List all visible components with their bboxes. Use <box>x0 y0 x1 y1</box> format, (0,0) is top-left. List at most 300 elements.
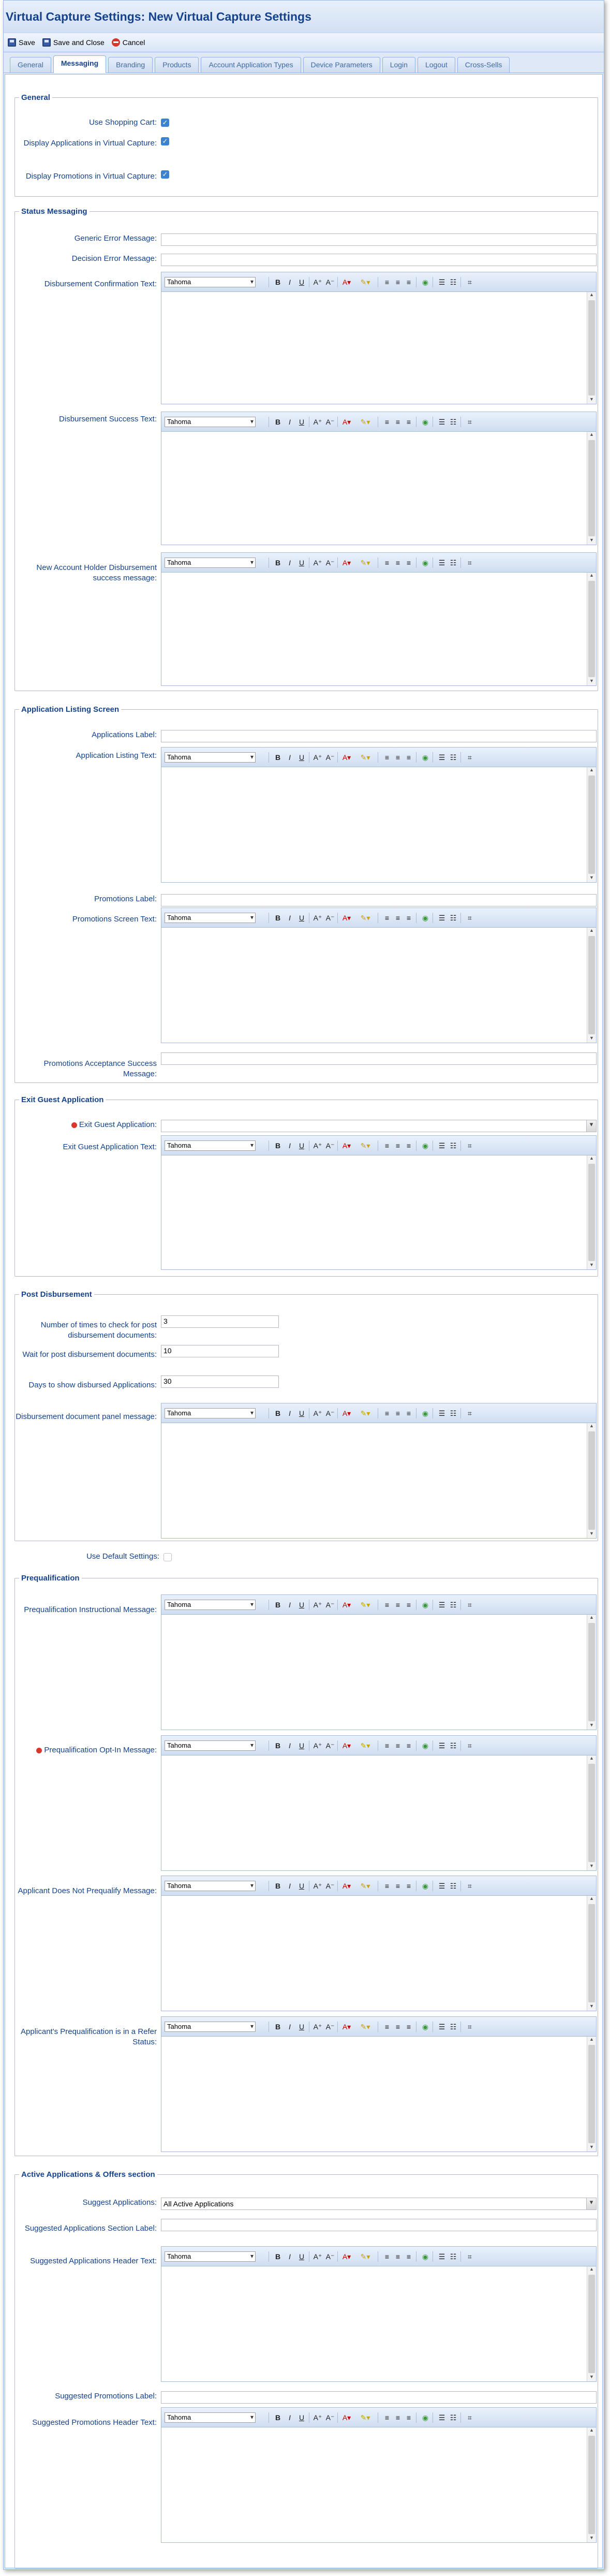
underline-icon[interactable]: U <box>299 2413 305 2422</box>
bold-icon[interactable]: B <box>275 2023 281 2031</box>
highlight-icon[interactable]: ✎▾ <box>360 418 370 426</box>
align-right-icon[interactable]: ≡ <box>406 753 411 762</box>
link-icon[interactable]: ◉ <box>422 914 429 922</box>
scroll-down-icon[interactable]: ▼ <box>589 1035 594 1041</box>
grow-font-icon[interactable]: A⁺ <box>313 2252 322 2261</box>
italic-icon[interactable]: I <box>289 753 291 762</box>
link-icon[interactable]: ◉ <box>422 2252 429 2261</box>
scroll-up-icon[interactable]: ▲ <box>589 1755 594 1761</box>
num-times-input[interactable]: 3 <box>161 1315 279 1328</box>
not-prequalify-editor[interactable] <box>161 1876 597 2011</box>
align-center-icon[interactable]: ≡ <box>395 1409 400 1417</box>
ordered-list-icon[interactable]: ☰ <box>438 2252 445 2261</box>
use-default-settings-checkbox[interactable] <box>163 1553 172 1561</box>
disbursement-success-editor[interactable] <box>161 412 597 545</box>
scroll-up-icon[interactable]: ▲ <box>589 1423 594 1428</box>
promotions-acceptance-input[interactable] <box>161 1052 597 1065</box>
shrink-font-icon[interactable]: A⁻ <box>325 559 335 567</box>
align-center-icon[interactable]: ≡ <box>395 1882 400 1890</box>
prequal-instructional-editor-content[interactable] <box>161 1615 596 1730</box>
editor-scrollbar[interactable] <box>587 2427 596 2542</box>
grow-font-icon[interactable]: A⁺ <box>313 1141 322 1150</box>
font-color-icon[interactable]: A▾ <box>342 1882 351 1890</box>
underline-icon[interactable]: U <box>299 1601 305 1609</box>
source-edit-icon[interactable]: ⌗ <box>468 1409 472 1417</box>
align-right-icon[interactable]: ≡ <box>406 1882 411 1890</box>
underline-icon[interactable]: U <box>299 753 305 762</box>
promotions-screen-editor-content[interactable] <box>161 928 596 1043</box>
italic-icon[interactable]: I <box>289 914 291 922</box>
align-right-icon[interactable]: ≡ <box>406 1741 411 1750</box>
align-left-icon[interactable]: ≡ <box>384 2252 390 2261</box>
link-icon[interactable]: ◉ <box>422 753 429 762</box>
italic-icon[interactable]: I <box>289 1601 291 1609</box>
shrink-font-icon[interactable]: A⁻ <box>325 2413 335 2422</box>
unordered-list-icon[interactable]: ☷ <box>450 1409 457 1417</box>
disbursement-success-editor-content[interactable] <box>161 432 596 545</box>
grow-font-icon[interactable]: A⁺ <box>313 1882 322 1890</box>
font-color-icon[interactable]: A▾ <box>342 914 351 922</box>
scroll-down-icon[interactable]: ▼ <box>589 875 594 880</box>
unordered-list-icon[interactable]: ☷ <box>450 559 457 567</box>
ordered-list-icon[interactable]: ☰ <box>438 753 445 762</box>
scroll-down-icon[interactable]: ▼ <box>589 2003 594 2009</box>
align-left-icon[interactable]: ≡ <box>384 2023 390 2031</box>
editor-scrollbar[interactable] <box>587 432 596 545</box>
source-edit-icon[interactable]: ⌗ <box>468 559 472 567</box>
scroll-thumb[interactable] <box>588 2275 595 2373</box>
decision-error-input[interactable] <box>161 254 597 266</box>
highlight-icon[interactable]: ✎▾ <box>360 1601 370 1609</box>
tab-login[interactable]: Login <box>382 57 415 72</box>
italic-icon[interactable]: I <box>289 278 291 286</box>
tab-messaging[interactable]: Messaging <box>53 55 106 73</box>
link-icon[interactable]: ◉ <box>422 1141 429 1150</box>
ordered-list-icon[interactable]: ☰ <box>438 1141 445 1150</box>
editor-scrollbar[interactable] <box>587 2266 596 2381</box>
align-right-icon[interactable]: ≡ <box>406 914 411 922</box>
font-select[interactable]: Tahoma ▾ <box>165 2022 256 2032</box>
align-center-icon[interactable]: ≡ <box>395 2023 400 2031</box>
grow-font-icon[interactable]: A⁺ <box>313 1601 322 1609</box>
grow-font-icon[interactable]: A⁺ <box>313 753 322 762</box>
source-edit-icon[interactable]: ⌗ <box>468 278 472 286</box>
tab-logout[interactable]: Logout <box>418 57 455 72</box>
align-center-icon[interactable]: ≡ <box>395 1601 400 1609</box>
align-center-icon[interactable]: ≡ <box>395 753 400 762</box>
editor-scrollbar[interactable] <box>587 292 596 404</box>
source-edit-icon[interactable]: ⌗ <box>468 1141 472 1150</box>
unordered-list-icon[interactable]: ☷ <box>450 2252 457 2261</box>
source-edit-icon[interactable]: ⌗ <box>468 418 472 426</box>
panel-message-editor-content[interactable] <box>161 1423 596 1538</box>
suggested-apps-header-editor[interactable] <box>161 2246 597 2382</box>
suggested-apps-section-input[interactable] <box>161 2219 597 2231</box>
align-left-icon[interactable]: ≡ <box>384 1601 390 1609</box>
underline-icon[interactable]: U <box>299 559 305 567</box>
grow-font-icon[interactable]: A⁺ <box>313 278 322 286</box>
font-select[interactable]: Tahoma ▾ <box>165 417 256 427</box>
bold-icon[interactable]: B <box>275 1141 281 1150</box>
ordered-list-icon[interactable]: ☰ <box>438 1882 445 1890</box>
align-left-icon[interactable]: ≡ <box>384 1141 390 1150</box>
align-right-icon[interactable]: ≡ <box>406 559 411 567</box>
scroll-thumb[interactable] <box>588 1431 595 1530</box>
scroll-up-icon[interactable]: ▲ <box>589 292 594 297</box>
bold-icon[interactable]: B <box>275 2252 281 2261</box>
highlight-icon[interactable]: ✎▾ <box>360 2413 370 2422</box>
source-edit-icon[interactable]: ⌗ <box>468 1882 472 1890</box>
scroll-thumb[interactable] <box>588 300 595 396</box>
tab-general[interactable]: General <box>10 57 51 72</box>
highlight-icon[interactable]: ✎▾ <box>360 559 370 567</box>
align-center-icon[interactable]: ≡ <box>395 1741 400 1750</box>
align-left-icon[interactable]: ≡ <box>384 1741 390 1750</box>
bold-icon[interactable]: B <box>275 1741 281 1750</box>
tab-cross-sells[interactable]: Cross-Sells <box>457 57 510 72</box>
scroll-down-icon[interactable]: ▼ <box>589 1531 594 1536</box>
suggested-promos-label-input[interactable] <box>161 2391 597 2404</box>
refer-status-editor-content[interactable] <box>161 2037 596 2151</box>
source-edit-icon[interactable]: ⌗ <box>468 1741 472 1750</box>
editor-scrollbar[interactable] <box>587 1423 596 1538</box>
unordered-list-icon[interactable]: ☷ <box>450 914 457 922</box>
link-icon[interactable]: ◉ <box>422 418 429 426</box>
shrink-font-icon[interactable]: A⁻ <box>325 914 335 922</box>
scroll-up-icon[interactable]: ▲ <box>589 573 594 578</box>
scroll-up-icon[interactable]: ▲ <box>589 1615 594 1620</box>
highlight-icon[interactable]: ✎▾ <box>360 278 370 286</box>
scroll-thumb[interactable] <box>588 2045 595 2143</box>
editor-scrollbar[interactable] <box>587 2037 596 2151</box>
align-left-icon[interactable]: ≡ <box>384 418 390 426</box>
display-applications-checkbox[interactable]: ✓ <box>161 137 169 145</box>
ordered-list-icon[interactable]: ☰ <box>438 559 445 567</box>
source-edit-icon[interactable]: ⌗ <box>468 914 472 922</box>
underline-icon[interactable]: U <box>299 1741 305 1750</box>
align-left-icon[interactable]: ≡ <box>384 278 390 286</box>
highlight-icon[interactable]: ✎▾ <box>360 1141 370 1150</box>
font-select[interactable]: Tahoma ▾ <box>165 752 256 763</box>
scroll-up-icon[interactable]: ▲ <box>589 2427 594 2433</box>
application-listing-editor[interactable] <box>161 747 597 883</box>
bold-icon[interactable]: B <box>275 1409 281 1417</box>
font-color-icon[interactable]: A▾ <box>342 2413 351 2422</box>
align-right-icon[interactable]: ≡ <box>406 2252 411 2261</box>
link-icon[interactable]: ◉ <box>422 559 429 567</box>
highlight-icon[interactable]: ✎▾ <box>360 1741 370 1750</box>
align-left-icon[interactable]: ≡ <box>384 559 390 567</box>
scroll-down-icon[interactable]: ▼ <box>589 1722 594 1728</box>
source-edit-icon[interactable]: ⌗ <box>468 1601 472 1609</box>
font-color-icon[interactable]: A▾ <box>342 1741 351 1750</box>
underline-icon[interactable]: U <box>299 2023 305 2031</box>
bold-icon[interactable]: B <box>275 559 281 567</box>
link-icon[interactable]: ◉ <box>422 1882 429 1890</box>
ordered-list-icon[interactable]: ☰ <box>438 1601 445 1609</box>
shrink-font-icon[interactable]: A⁻ <box>325 1601 335 1609</box>
font-select[interactable]: Tahoma ▾ <box>165 1600 256 1610</box>
promotions-screen-editor[interactable] <box>161 908 597 1043</box>
scroll-thumb[interactable] <box>588 1904 595 2002</box>
unordered-list-icon[interactable]: ☷ <box>450 753 457 762</box>
font-color-icon[interactable]: A▾ <box>342 559 351 567</box>
suggested-apps-header-editor-content[interactable] <box>161 2266 596 2381</box>
italic-icon[interactable]: I <box>289 2252 291 2261</box>
promotions-label-input[interactable] <box>161 894 597 906</box>
align-right-icon[interactable]: ≡ <box>406 1141 411 1150</box>
display-promotions-checkbox[interactable]: ✓ <box>161 170 169 179</box>
suggested-promos-header-editor-content[interactable] <box>161 2427 596 2542</box>
bold-icon[interactable]: B <box>275 418 281 426</box>
unordered-list-icon[interactable]: ☷ <box>450 278 457 286</box>
scroll-thumb[interactable] <box>588 440 595 536</box>
tab-account-application-types[interactable]: Account Application Types <box>201 57 301 72</box>
shrink-font-icon[interactable]: A⁻ <box>325 2252 335 2261</box>
align-center-icon[interactable]: ≡ <box>395 278 400 286</box>
align-left-icon[interactable]: ≡ <box>384 1409 390 1417</box>
grow-font-icon[interactable]: A⁺ <box>313 1409 322 1417</box>
suggested-promos-header-editor[interactable] <box>161 2407 597 2543</box>
days-show-input[interactable]: 30 <box>161 1375 279 1388</box>
font-select[interactable]: Tahoma ▾ <box>165 1140 256 1151</box>
align-center-icon[interactable]: ≡ <box>395 914 400 922</box>
scroll-down-icon[interactable]: ▼ <box>589 1863 594 1868</box>
highlight-icon[interactable]: ✎▾ <box>360 2023 370 2031</box>
unordered-list-icon[interactable]: ☷ <box>450 2023 457 2031</box>
align-right-icon[interactable]: ≡ <box>406 418 411 426</box>
scroll-up-icon[interactable]: ▲ <box>589 432 594 437</box>
ordered-list-icon[interactable]: ☰ <box>438 1409 445 1417</box>
tab-products[interactable]: Products <box>155 57 199 72</box>
unordered-list-icon[interactable]: ☷ <box>450 1141 457 1150</box>
cancel-button[interactable] <box>112 38 145 47</box>
shrink-font-icon[interactable]: A⁻ <box>325 278 335 286</box>
grow-font-icon[interactable]: A⁺ <box>313 2413 322 2422</box>
font-select[interactable]: Tahoma ▾ <box>165 1408 256 1418</box>
source-edit-icon[interactable]: ⌗ <box>468 2252 472 2261</box>
editor-scrollbar[interactable] <box>587 1755 596 1870</box>
scroll-down-icon[interactable]: ▼ <box>589 2144 594 2149</box>
scroll-thumb[interactable] <box>588 775 595 874</box>
scroll-thumb[interactable] <box>588 936 595 1034</box>
save-button[interactable] <box>8 38 35 47</box>
underline-icon[interactable]: U <box>299 2252 305 2261</box>
font-select[interactable]: Tahoma ▾ <box>165 1881 256 1891</box>
bold-icon[interactable]: B <box>275 278 281 286</box>
align-left-icon[interactable]: ≡ <box>384 914 390 922</box>
scroll-down-icon[interactable]: ▼ <box>589 2374 594 2379</box>
tab-device-parameters[interactable]: Device Parameters <box>303 57 380 72</box>
grow-font-icon[interactable]: A⁺ <box>313 418 322 426</box>
align-right-icon[interactable]: ≡ <box>406 2023 411 2031</box>
align-right-icon[interactable]: ≡ <box>406 1409 411 1417</box>
refer-status-editor[interactable] <box>161 2016 597 2152</box>
disbursement-confirmation-editor[interactable] <box>161 272 597 404</box>
link-icon[interactable]: ◉ <box>422 278 429 286</box>
wait-post-input[interactable]: 10 <box>161 1345 279 1357</box>
font-select[interactable]: Tahoma ▾ <box>165 558 256 568</box>
scroll-thumb[interactable] <box>588 1623 595 1721</box>
scroll-thumb[interactable] <box>588 1764 595 1862</box>
editor-scrollbar[interactable] <box>587 1155 596 1269</box>
font-color-icon[interactable]: A▾ <box>342 418 351 426</box>
editor-scrollbar[interactable] <box>587 767 596 882</box>
font-color-icon[interactable]: A▾ <box>342 1409 351 1417</box>
align-left-icon[interactable]: ≡ <box>384 753 390 762</box>
grow-font-icon[interactable]: A⁺ <box>313 559 322 567</box>
bold-icon[interactable]: B <box>275 914 281 922</box>
not-prequalify-editor-content[interactable] <box>161 1896 596 2011</box>
shrink-font-icon[interactable]: A⁻ <box>325 1409 335 1417</box>
new-account-holder-editor-content[interactable] <box>161 573 596 685</box>
link-icon[interactable]: ◉ <box>422 2413 429 2422</box>
align-right-icon[interactable]: ≡ <box>406 2413 411 2422</box>
align-left-icon[interactable]: ≡ <box>384 2413 390 2422</box>
prequal-opt-in-editor-content[interactable] <box>161 1755 596 1870</box>
highlight-icon[interactable]: ✎▾ <box>360 753 370 762</box>
font-color-icon[interactable]: A▾ <box>342 278 351 286</box>
exit-guest-application-combo[interactable] <box>161 1120 597 1132</box>
ordered-list-icon[interactable]: ☰ <box>438 2413 445 2422</box>
italic-icon[interactable]: I <box>289 1141 291 1150</box>
align-right-icon[interactable]: ≡ <box>406 278 411 286</box>
ordered-list-icon[interactable]: ☰ <box>438 418 445 426</box>
tab-branding[interactable]: Branding <box>108 57 153 72</box>
highlight-icon[interactable]: ✎▾ <box>360 1882 370 1890</box>
unordered-list-icon[interactable]: ☷ <box>450 1601 457 1609</box>
font-select[interactable]: Tahoma ▾ <box>165 277 256 287</box>
exit-guest-text-editor-content[interactable] <box>161 1155 596 1269</box>
shrink-font-icon[interactable]: A⁻ <box>325 1741 335 1750</box>
exit-guest-text-editor[interactable] <box>161 1135 597 1270</box>
disbursement-confirmation-editor-content[interactable] <box>161 292 596 404</box>
scroll-up-icon[interactable]: ▲ <box>589 928 594 933</box>
editor-scrollbar[interactable] <box>587 1615 596 1730</box>
application-listing-editor-content[interactable] <box>161 767 596 882</box>
font-color-icon[interactable]: A▾ <box>342 753 351 762</box>
scroll-up-icon[interactable]: ▲ <box>589 767 594 772</box>
italic-icon[interactable]: I <box>289 418 291 426</box>
font-color-icon[interactable]: A▾ <box>342 2252 351 2261</box>
font-color-icon[interactable]: A▾ <box>342 2023 351 2031</box>
shrink-font-icon[interactable]: A⁻ <box>325 1141 335 1150</box>
link-icon[interactable]: ◉ <box>422 1601 429 1609</box>
save-and-close-button[interactable] <box>42 38 105 47</box>
align-center-icon[interactable]: ≡ <box>395 559 400 567</box>
source-edit-icon[interactable]: ⌗ <box>468 2023 472 2031</box>
unordered-list-icon[interactable]: ☷ <box>450 1882 457 1890</box>
grow-font-icon[interactable]: A⁺ <box>313 2023 322 2031</box>
link-icon[interactable]: ◉ <box>422 2023 429 2031</box>
scroll-thumb[interactable] <box>588 2436 595 2534</box>
editor-scrollbar[interactable] <box>587 1896 596 2011</box>
bold-icon[interactable]: B <box>275 2413 281 2422</box>
scroll-up-icon[interactable]: ▲ <box>589 2037 594 2042</box>
unordered-list-icon[interactable]: ☷ <box>450 2413 457 2422</box>
shrink-font-icon[interactable]: A⁻ <box>325 753 335 762</box>
align-left-icon[interactable]: ≡ <box>384 1882 390 1890</box>
scroll-thumb[interactable] <box>588 1164 595 1261</box>
underline-icon[interactable]: U <box>299 418 305 426</box>
shrink-font-icon[interactable]: A⁻ <box>325 418 335 426</box>
ordered-list-icon[interactable]: ☰ <box>438 278 445 286</box>
font-select[interactable]: Tahoma ▾ <box>165 2251 256 2262</box>
bold-icon[interactable]: B <box>275 1882 281 1890</box>
underline-icon[interactable]: U <box>299 1409 305 1417</box>
scroll-down-icon[interactable]: ▼ <box>589 678 594 683</box>
scroll-up-icon[interactable]: ▲ <box>589 1155 594 1161</box>
font-color-icon[interactable]: A▾ <box>342 1141 351 1150</box>
highlight-icon[interactable]: ✎▾ <box>360 914 370 922</box>
bold-icon[interactable]: B <box>275 753 281 762</box>
applications-label-input[interactable] <box>161 730 597 742</box>
use-shopping-cart-checkbox[interactable]: ✓ <box>161 119 169 127</box>
italic-icon[interactable]: I <box>289 1882 291 1890</box>
align-center-icon[interactable]: ≡ <box>395 2413 400 2422</box>
shrink-font-icon[interactable]: A⁻ <box>325 2023 335 2031</box>
editor-scrollbar[interactable] <box>587 573 596 685</box>
source-edit-icon[interactable]: ⌗ <box>468 753 472 762</box>
ordered-list-icon[interactable]: ☰ <box>438 914 445 922</box>
font-select[interactable]: Tahoma ▾ <box>165 1740 256 1751</box>
underline-icon[interactable]: U <box>299 1882 305 1890</box>
ordered-list-icon[interactable]: ☰ <box>438 1741 445 1750</box>
font-select[interactable]: Tahoma ▾ <box>165 2412 256 2423</box>
italic-icon[interactable]: I <box>289 2413 291 2422</box>
bold-icon[interactable]: B <box>275 1601 281 1609</box>
align-right-icon[interactable]: ≡ <box>406 1601 411 1609</box>
scroll-down-icon[interactable]: ▼ <box>589 537 594 543</box>
scroll-up-icon[interactable]: ▲ <box>589 2266 594 2272</box>
unordered-list-icon[interactable]: ☷ <box>450 418 457 426</box>
generic-error-input[interactable] <box>161 233 597 246</box>
panel-message-editor[interactable] <box>161 1403 597 1539</box>
scroll-down-icon[interactable]: ▼ <box>589 397 594 402</box>
highlight-icon[interactable]: ✎▾ <box>360 1409 370 1417</box>
scroll-up-icon[interactable]: ▲ <box>589 1896 594 1901</box>
editor-scrollbar[interactable] <box>587 928 596 1043</box>
new-account-holder-editor[interactable] <box>161 552 597 686</box>
font-select[interactable]: Tahoma ▾ <box>165 913 256 923</box>
font-color-icon[interactable]: A▾ <box>342 1601 351 1609</box>
grow-font-icon[interactable]: A⁺ <box>313 1741 322 1750</box>
grow-font-icon[interactable]: A⁺ <box>313 914 322 922</box>
source-edit-icon[interactable]: ⌗ <box>468 2413 472 2422</box>
align-center-icon[interactable]: ≡ <box>395 418 400 426</box>
underline-icon[interactable]: U <box>299 914 305 922</box>
italic-icon[interactable]: I <box>289 559 291 567</box>
shrink-font-icon[interactable]: A⁻ <box>325 1882 335 1890</box>
link-icon[interactable]: ◉ <box>422 1741 429 1750</box>
underline-icon[interactable]: U <box>299 1141 305 1150</box>
italic-icon[interactable]: I <box>289 2023 291 2031</box>
scroll-down-icon[interactable]: ▼ <box>589 1262 594 1267</box>
underline-icon[interactable]: U <box>299 278 305 286</box>
link-icon[interactable]: ◉ <box>422 1409 429 1417</box>
italic-icon[interactable]: I <box>289 1409 291 1417</box>
prequal-opt-in-editor[interactable] <box>161 1735 597 1871</box>
highlight-icon[interactable]: ✎▾ <box>360 2252 370 2261</box>
align-center-icon[interactable]: ≡ <box>395 2252 400 2261</box>
align-center-icon[interactable]: ≡ <box>395 1141 400 1150</box>
unordered-list-icon[interactable]: ☷ <box>450 1741 457 1750</box>
suggest-applications-combo[interactable]: All Active Applications ▾ <box>161 2198 597 2210</box>
italic-icon[interactable]: I <box>289 1741 291 1750</box>
ordered-list-icon[interactable]: ☰ <box>438 2023 445 2031</box>
scroll-down-icon[interactable]: ▼ <box>589 2535 594 2540</box>
prequal-instructional-editor[interactable] <box>161 1594 597 1730</box>
